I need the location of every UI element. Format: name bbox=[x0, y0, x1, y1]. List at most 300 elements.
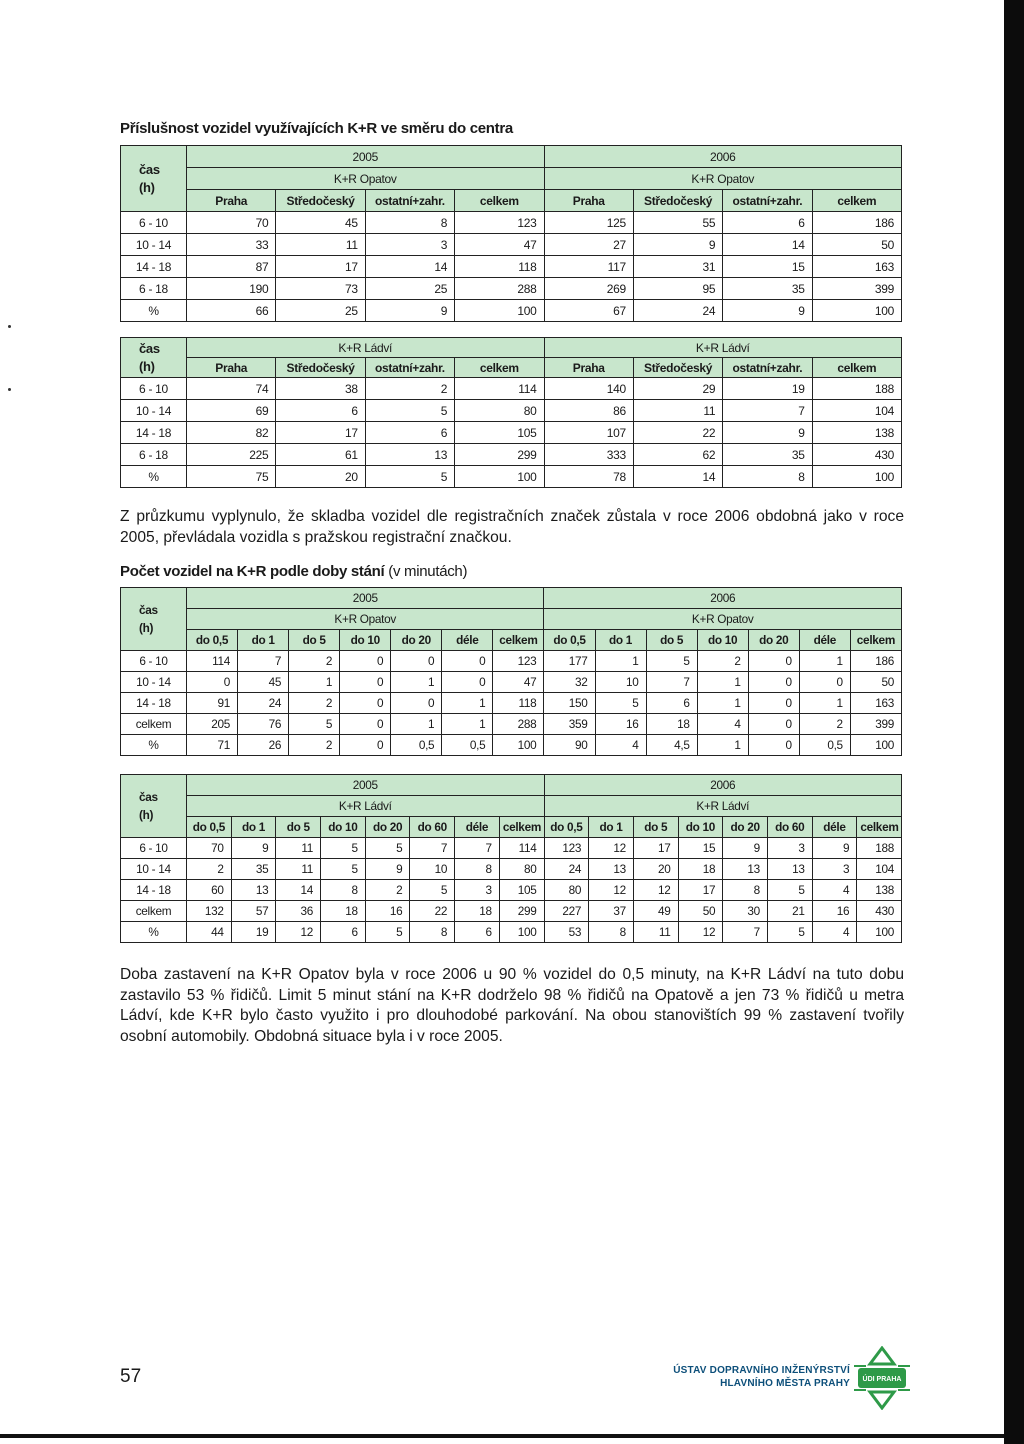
table-registration-ladvi bbox=[120, 337, 902, 488]
data-cell: 19 bbox=[723, 378, 812, 400]
data-cell: 2 bbox=[289, 651, 340, 672]
table-row bbox=[121, 880, 902, 901]
data-cell: 19 bbox=[231, 922, 276, 943]
data-cell: 3 bbox=[455, 880, 500, 901]
table-row bbox=[121, 714, 902, 735]
data-cell: 8 bbox=[321, 880, 366, 901]
column-header: celkem bbox=[812, 190, 901, 212]
data-cell: 2 bbox=[289, 735, 340, 756]
data-cell: 20 bbox=[633, 859, 678, 880]
data-cell: 299 bbox=[455, 444, 544, 466]
data-cell: 60 bbox=[187, 880, 232, 901]
table-row bbox=[121, 466, 902, 488]
data-cell: 0 bbox=[799, 672, 850, 693]
data-cell: 9 bbox=[812, 838, 857, 859]
table-row bbox=[121, 212, 902, 234]
footer-branding bbox=[648, 1360, 908, 1400]
data-cell: 13 bbox=[767, 859, 812, 880]
data-cell: 18 bbox=[321, 901, 366, 922]
data-cell: 3 bbox=[812, 859, 857, 880]
location-header: K+R Opatov bbox=[187, 609, 544, 630]
data-cell: 107 bbox=[544, 422, 633, 444]
column-header: Středočeský bbox=[276, 358, 365, 378]
data-cell: 13 bbox=[365, 444, 454, 466]
table-row bbox=[121, 256, 902, 278]
column-header: do 5 bbox=[276, 817, 321, 838]
data-cell: 8 bbox=[410, 922, 455, 943]
column-header: Středočeský bbox=[633, 358, 722, 378]
data-cell: 140 bbox=[544, 378, 633, 400]
data-cell: 7 bbox=[455, 838, 500, 859]
row-label: 10 - 14 bbox=[121, 400, 187, 422]
data-cell: 100 bbox=[812, 300, 901, 322]
year-header: 2006 bbox=[544, 588, 902, 609]
data-cell: 4 bbox=[812, 922, 857, 943]
column-header: do 10 bbox=[321, 817, 366, 838]
data-cell: 82 bbox=[187, 422, 276, 444]
data-cell: 1 bbox=[595, 651, 646, 672]
column-header: Praha bbox=[544, 190, 633, 212]
table-row bbox=[121, 901, 902, 922]
section-heading-parking-duration: Počet vozidel na K+R podle doby stání (v minutách) bbox=[120, 563, 468, 580]
data-cell: 125 bbox=[544, 212, 633, 234]
column-header: celkem bbox=[493, 630, 544, 651]
location-header: K+R Opatov bbox=[544, 609, 902, 630]
data-cell: 138 bbox=[812, 422, 901, 444]
data-cell: 269 bbox=[544, 278, 633, 300]
column-header: do 5 bbox=[633, 817, 678, 838]
column-header: celkem bbox=[499, 817, 544, 838]
row-label: 14 - 18 bbox=[121, 256, 187, 278]
data-cell: 100 bbox=[493, 735, 544, 756]
data-cell: 75 bbox=[187, 466, 276, 488]
data-cell: 2 bbox=[187, 859, 232, 880]
data-cell: 0 bbox=[748, 672, 799, 693]
data-cell: 13 bbox=[231, 880, 276, 901]
data-cell: 9 bbox=[723, 838, 768, 859]
table-duration-opatov bbox=[120, 587, 902, 756]
data-cell: 7 bbox=[723, 922, 768, 943]
data-cell: 50 bbox=[678, 901, 723, 922]
column-header: do 1 bbox=[238, 630, 289, 651]
data-cell: 138 bbox=[857, 880, 902, 901]
paragraph-registration-summary: Z průzkumu vyplynulo, že skladba vozidel dle registračních značek zůstala v roce 2006 obdobná jako v roce 2005, převládala vozidla s pražskou registrační značkou. bbox=[120, 508, 904, 546]
row-label: % bbox=[121, 735, 187, 756]
subheader-row bbox=[121, 358, 902, 378]
data-cell: 5 bbox=[646, 651, 697, 672]
scan-edge-bar bbox=[1004, 0, 1024, 1444]
location-header: K+R Ládví bbox=[544, 796, 902, 817]
data-cell: 0 bbox=[340, 672, 391, 693]
row-label: 6 - 18 bbox=[121, 444, 187, 466]
data-cell: 9 bbox=[633, 234, 722, 256]
data-cell: 7 bbox=[238, 651, 289, 672]
data-cell: 1 bbox=[697, 672, 748, 693]
data-cell: 0 bbox=[748, 693, 799, 714]
data-cell: 6 bbox=[365, 422, 454, 444]
row-label: 6 - 10 bbox=[121, 378, 187, 400]
data-cell: 4 bbox=[812, 880, 857, 901]
table-body bbox=[121, 378, 902, 488]
subheader-row bbox=[121, 190, 902, 212]
data-cell: 57 bbox=[231, 901, 276, 922]
data-cell: 399 bbox=[850, 714, 901, 735]
row-label: % bbox=[121, 300, 187, 322]
data-cell: 5 bbox=[365, 922, 410, 943]
data-cell: 359 bbox=[544, 714, 595, 735]
data-cell: 9 bbox=[365, 859, 410, 880]
data-cell: 11 bbox=[633, 922, 678, 943]
data-cell: 5 bbox=[767, 880, 812, 901]
column-header: do 20 bbox=[391, 630, 442, 651]
column-header: do 1 bbox=[595, 630, 646, 651]
data-cell: 17 bbox=[633, 838, 678, 859]
paragraph-duration-summary: Doba zastavení na K+R Opatov byla v roce 2006 u 90 % vozidel do 0,5 minuty, na K+R Ládví na tuto dobu zastavilo 53 % řidičů. Limit 5 minut stání na K+R dodrželo 98 % řidičů na Opatově a jen 73 % řidičů u metra Ládví, kde K+R bylo často využito i pro dlouhodobé parkování. Na obou stanovištích 99 % zastavení tvořily osobní automobily. Obdobná situace byla i v roce 2005. bbox=[120, 966, 904, 1045]
column-header: do 20 bbox=[365, 817, 410, 838]
data-cell: 22 bbox=[633, 422, 722, 444]
data-cell: 118 bbox=[455, 256, 544, 278]
data-cell: 10 bbox=[595, 672, 646, 693]
data-cell: 118 bbox=[493, 693, 544, 714]
time-column-header: čas (h) bbox=[121, 146, 187, 212]
column-header: do 10 bbox=[340, 630, 391, 651]
data-cell: 1 bbox=[697, 735, 748, 756]
table-row bbox=[121, 735, 902, 756]
data-cell: 35 bbox=[723, 278, 812, 300]
data-cell: 13 bbox=[723, 859, 768, 880]
year-header: 2005 bbox=[187, 588, 544, 609]
data-cell: 1 bbox=[391, 672, 442, 693]
data-cell: 55 bbox=[633, 212, 722, 234]
udi-praha-logo-icon bbox=[854, 1346, 910, 1410]
data-cell: 186 bbox=[812, 212, 901, 234]
data-cell: 9 bbox=[723, 300, 812, 322]
data-cell: 0 bbox=[187, 672, 238, 693]
data-cell: 14 bbox=[633, 466, 722, 488]
data-cell: 6 bbox=[276, 400, 365, 422]
column-header: celkem bbox=[850, 630, 901, 651]
data-cell: 71 bbox=[187, 735, 238, 756]
column-header: do 1 bbox=[589, 817, 634, 838]
location-header: K+R Ládví bbox=[187, 796, 545, 817]
data-cell: 24 bbox=[544, 859, 589, 880]
data-cell: 6 bbox=[646, 693, 697, 714]
data-cell: 61 bbox=[276, 444, 365, 466]
data-cell: 47 bbox=[493, 672, 544, 693]
data-cell: 150 bbox=[544, 693, 595, 714]
data-cell: 30 bbox=[723, 901, 768, 922]
data-cell: 15 bbox=[678, 838, 723, 859]
column-header: ostatní+zahr. bbox=[365, 358, 454, 378]
data-cell: 333 bbox=[544, 444, 633, 466]
data-cell: 62 bbox=[633, 444, 722, 466]
data-cell: 5 bbox=[595, 693, 646, 714]
data-cell: 5 bbox=[321, 838, 366, 859]
data-cell: 123 bbox=[455, 212, 544, 234]
column-header: celkem bbox=[455, 190, 544, 212]
data-cell: 190 bbox=[187, 278, 276, 300]
data-cell: 9 bbox=[231, 838, 276, 859]
data-cell: 12 bbox=[276, 922, 321, 943]
data-cell: 78 bbox=[544, 466, 633, 488]
data-cell: 17 bbox=[678, 880, 723, 901]
data-cell: 0 bbox=[340, 735, 391, 756]
column-header: do 10 bbox=[697, 630, 748, 651]
row-label: 14 - 18 bbox=[121, 422, 187, 444]
table-row bbox=[121, 278, 902, 300]
column-header: do 60 bbox=[767, 817, 812, 838]
data-cell: 17 bbox=[276, 256, 365, 278]
data-cell: 27 bbox=[544, 234, 633, 256]
location-header: K+R Opatov bbox=[187, 168, 545, 190]
data-cell: 2 bbox=[799, 714, 850, 735]
column-header: déle bbox=[442, 630, 493, 651]
row-label: 14 - 18 bbox=[121, 880, 187, 901]
data-cell: 69 bbox=[187, 400, 276, 422]
data-cell: 114 bbox=[187, 651, 238, 672]
data-cell: 7 bbox=[410, 838, 455, 859]
data-cell: 430 bbox=[857, 901, 902, 922]
column-header: do 0,5 bbox=[187, 630, 238, 651]
row-label: celkem bbox=[121, 901, 187, 922]
location-header: K+R Opatov bbox=[544, 168, 902, 190]
data-cell: 3 bbox=[767, 838, 812, 859]
data-cell: 70 bbox=[187, 838, 232, 859]
data-cell: 1 bbox=[289, 672, 340, 693]
row-label: 6 - 10 bbox=[121, 651, 187, 672]
column-header: déle bbox=[455, 817, 500, 838]
data-cell: 44 bbox=[187, 922, 232, 943]
data-cell: 188 bbox=[812, 378, 901, 400]
column-header: ostatní+zahr. bbox=[365, 190, 454, 212]
data-cell: 14 bbox=[276, 880, 321, 901]
column-header: celkem bbox=[857, 817, 902, 838]
time-column-header: čas (h) bbox=[121, 775, 187, 838]
data-cell: 1 bbox=[442, 714, 493, 735]
data-cell: 22 bbox=[410, 901, 455, 922]
data-cell: 2 bbox=[365, 378, 454, 400]
column-header: celkem bbox=[455, 358, 544, 378]
data-cell: 100 bbox=[499, 922, 544, 943]
data-cell: 399 bbox=[812, 278, 901, 300]
column-header: Praha bbox=[187, 358, 276, 378]
data-cell: 132 bbox=[187, 901, 232, 922]
column-header: ostatní+zahr. bbox=[723, 358, 812, 378]
data-cell: 16 bbox=[812, 901, 857, 922]
year-header: 2005 bbox=[187, 775, 545, 796]
data-cell: 95 bbox=[633, 278, 722, 300]
data-cell: 123 bbox=[493, 651, 544, 672]
data-cell: 163 bbox=[812, 256, 901, 278]
data-cell: 7 bbox=[646, 672, 697, 693]
table-row bbox=[121, 922, 902, 943]
data-cell: 1 bbox=[391, 714, 442, 735]
data-cell: 18 bbox=[678, 859, 723, 880]
data-cell: 4 bbox=[697, 714, 748, 735]
data-cell: 100 bbox=[455, 466, 544, 488]
data-cell: 0,5 bbox=[799, 735, 850, 756]
data-cell: 186 bbox=[850, 651, 901, 672]
column-header: Středočeský bbox=[633, 190, 722, 212]
table-row bbox=[121, 838, 902, 859]
data-cell: 7 bbox=[723, 400, 812, 422]
table-registration-opatov bbox=[120, 145, 902, 322]
data-cell: 5 bbox=[410, 880, 455, 901]
data-cell: 5 bbox=[289, 714, 340, 735]
data-cell: 33 bbox=[187, 234, 276, 256]
data-cell: 100 bbox=[857, 922, 902, 943]
data-cell: 9 bbox=[365, 300, 454, 322]
data-cell: 0 bbox=[391, 693, 442, 714]
column-header: do 5 bbox=[646, 630, 697, 651]
data-cell: 225 bbox=[187, 444, 276, 466]
data-cell: 2 bbox=[697, 651, 748, 672]
data-cell: 2 bbox=[289, 693, 340, 714]
data-cell: 36 bbox=[276, 901, 321, 922]
data-cell: 74 bbox=[187, 378, 276, 400]
data-cell: 188 bbox=[857, 838, 902, 859]
column-header: Středočeský bbox=[276, 190, 365, 212]
table-row bbox=[121, 444, 902, 466]
data-cell: 29 bbox=[633, 378, 722, 400]
row-label: 6 - 10 bbox=[121, 212, 187, 234]
data-cell: 20 bbox=[276, 466, 365, 488]
data-cell: 13 bbox=[589, 859, 634, 880]
table-row bbox=[121, 672, 902, 693]
column-header: do 20 bbox=[723, 817, 768, 838]
data-cell: 12 bbox=[633, 880, 678, 901]
column-header: do 0,5 bbox=[187, 817, 232, 838]
data-cell: 0 bbox=[442, 672, 493, 693]
column-header: do 1 bbox=[231, 817, 276, 838]
row-label: 10 - 14 bbox=[121, 672, 187, 693]
data-cell: 25 bbox=[276, 300, 365, 322]
data-cell: 105 bbox=[499, 880, 544, 901]
data-cell: 17 bbox=[276, 422, 365, 444]
data-cell: 12 bbox=[589, 838, 634, 859]
data-cell: 91 bbox=[187, 693, 238, 714]
data-cell: 114 bbox=[455, 378, 544, 400]
data-cell: 104 bbox=[812, 400, 901, 422]
row-label: 14 - 18 bbox=[121, 693, 187, 714]
table-body bbox=[121, 838, 902, 943]
data-cell: 9 bbox=[723, 422, 812, 444]
data-cell: 80 bbox=[544, 880, 589, 901]
column-header: do 5 bbox=[289, 630, 340, 651]
column-header: ostatní+zahr. bbox=[723, 190, 812, 212]
data-cell: 205 bbox=[187, 714, 238, 735]
table-row bbox=[121, 422, 902, 444]
table-row bbox=[121, 693, 902, 714]
data-cell: 2 bbox=[365, 880, 410, 901]
row-label: 6 - 18 bbox=[121, 278, 187, 300]
data-cell: 50 bbox=[812, 234, 901, 256]
data-cell: 0,5 bbox=[391, 735, 442, 756]
data-cell: 100 bbox=[455, 300, 544, 322]
column-header: do 0,5 bbox=[544, 817, 589, 838]
year-header: 2005 bbox=[187, 146, 545, 168]
row-label: % bbox=[121, 466, 187, 488]
data-cell: 0 bbox=[340, 693, 391, 714]
table-row bbox=[121, 300, 902, 322]
svg-text:ÚDI PRAHA: ÚDI PRAHA bbox=[862, 1376, 902, 1383]
data-cell: 5 bbox=[365, 400, 454, 422]
data-cell: 47 bbox=[455, 234, 544, 256]
row-label: 6 - 10 bbox=[121, 838, 187, 859]
table-row bbox=[121, 859, 902, 880]
time-column-header: čas (h) bbox=[121, 338, 187, 378]
column-header: déle bbox=[812, 817, 857, 838]
row-label: celkem bbox=[121, 714, 187, 735]
table-duration-ladvi bbox=[120, 774, 902, 943]
data-cell: 14 bbox=[723, 234, 812, 256]
table-row bbox=[121, 378, 902, 400]
data-cell: 0 bbox=[340, 651, 391, 672]
data-cell: 430 bbox=[812, 444, 901, 466]
data-cell: 8 bbox=[589, 922, 634, 943]
data-cell: 8 bbox=[455, 859, 500, 880]
data-cell: 76 bbox=[238, 714, 289, 735]
data-cell: 32 bbox=[544, 672, 595, 693]
column-header: celkem bbox=[812, 358, 901, 378]
data-cell: 299 bbox=[499, 901, 544, 922]
data-cell: 8 bbox=[723, 880, 768, 901]
column-header: do 10 bbox=[678, 817, 723, 838]
data-cell: 16 bbox=[595, 714, 646, 735]
data-cell: 177 bbox=[544, 651, 595, 672]
data-cell: 38 bbox=[276, 378, 365, 400]
section-heading-registration: Příslušnost vozidel využívajících K+R ve směru do centra bbox=[120, 120, 513, 137]
scan-bottom-line bbox=[0, 1434, 1004, 1438]
data-cell: 24 bbox=[238, 693, 289, 714]
location-header: K+R Ládví bbox=[544, 338, 902, 358]
row-label: 10 - 14 bbox=[121, 234, 187, 256]
data-cell: 67 bbox=[544, 300, 633, 322]
location-header: K+R Ládví bbox=[187, 338, 545, 358]
table-row bbox=[121, 651, 902, 672]
data-cell: 104 bbox=[857, 859, 902, 880]
table-body bbox=[121, 651, 902, 756]
data-cell: 90 bbox=[544, 735, 595, 756]
data-cell: 1 bbox=[442, 693, 493, 714]
data-cell: 0 bbox=[391, 651, 442, 672]
data-cell: 227 bbox=[544, 901, 589, 922]
data-cell: 37 bbox=[589, 901, 634, 922]
data-cell: 11 bbox=[276, 838, 321, 859]
data-cell: 24 bbox=[633, 300, 722, 322]
organization-name: ÚSTAV DOPRAVNÍHO INŽENÝRSTVÍ HLAVNÍHO MĚSTA PRAHY bbox=[673, 1365, 850, 1389]
data-cell: 1 bbox=[799, 651, 850, 672]
data-cell: 100 bbox=[812, 466, 901, 488]
data-cell: 288 bbox=[455, 278, 544, 300]
data-cell: 50 bbox=[850, 672, 901, 693]
column-header: Praha bbox=[544, 358, 633, 378]
row-label: % bbox=[121, 922, 187, 943]
data-cell: 5 bbox=[321, 859, 366, 880]
data-cell: 11 bbox=[633, 400, 722, 422]
data-cell: 87 bbox=[187, 256, 276, 278]
scan-dot bbox=[8, 325, 11, 328]
data-cell: 53 bbox=[544, 922, 589, 943]
data-cell: 8 bbox=[365, 212, 454, 234]
data-cell: 117 bbox=[544, 256, 633, 278]
scan-dot bbox=[8, 388, 11, 391]
data-cell: 70 bbox=[187, 212, 276, 234]
data-cell: 1 bbox=[799, 693, 850, 714]
data-cell: 49 bbox=[633, 901, 678, 922]
data-cell: 105 bbox=[455, 422, 544, 444]
data-cell: 1 bbox=[697, 693, 748, 714]
